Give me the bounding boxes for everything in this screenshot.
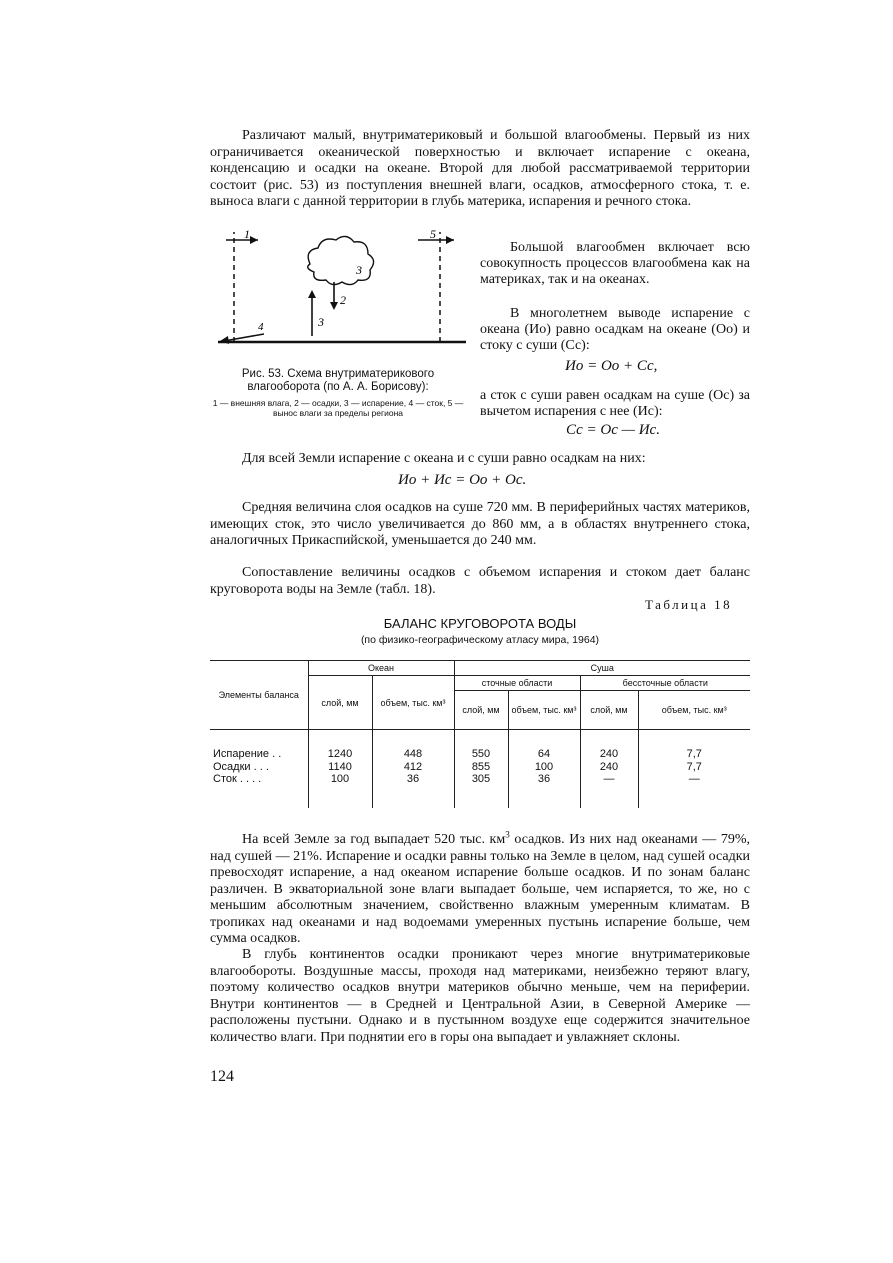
header-runoff-areas: сточные области: [454, 676, 580, 691]
table-row: Осадки . . . 1140 412 855 100 240 7,7: [210, 761, 750, 774]
paragraph-intro: Различают малый, внутриматериковый и большой влагообмены. Первый из них ограничивается океанической поверхностью и включает испарение с океана, конденсацию и осадки на океане. Второй для любой рассматриваемой территории состоит (рис. 53) из поступления внешней влаги, осадков, атмосферного стока, т. е. выноса влаги с данной территории в глубь материка, испарения и речного стока.: [210, 128, 750, 209]
header-runoff-volume: объем, тыс. км³: [508, 691, 580, 730]
paragraph-land-runoff: а сток с суши равен осадкам на суше (Ос) за вычетом испарения с нее (Ис):: [480, 388, 750, 419]
header-ocean: Океан: [308, 661, 454, 676]
paragraph-ocean-evaporation: В многолетнем выводе испарение с океана (Ио) равно осадкам на океане (Оо) и стоку с суши (Сс):: [480, 306, 750, 353]
figure-label-5: 5: [430, 227, 436, 241]
figure-label-3b: 3: [356, 263, 362, 277]
table-row: Испарение . . 1240 448 550 64 240 7,7: [210, 748, 750, 761]
table-row: Сток . . . . 100 36 305 36 — —: [210, 773, 750, 786]
formula-runoff: Сс = Ос — Ис.: [566, 422, 660, 438]
figure-caption: Рис. 53. Схема внутриматерикового влагооборота (по А. А. Борисову):: [241, 368, 435, 393]
water-balance-table: [210, 660, 750, 808]
figure-label-1: 1: [244, 227, 250, 241]
figure-53-diagram: [218, 224, 470, 354]
header-ocean-volume: объем, тыс. км³: [372, 676, 454, 730]
table-subtitle: (по физико-географическому атласу мира, 1964): [360, 634, 600, 646]
figure-label-3: 3: [318, 315, 324, 329]
figure-label-2: 2: [340, 293, 346, 307]
figure-label-4: 4: [258, 321, 264, 333]
formula-ocean: Ио = Оо + Сс,: [565, 358, 658, 374]
header-closed-layer: слой, мм: [580, 691, 638, 730]
header-runoff-layer: слой, мм: [454, 691, 508, 730]
paragraph-annual-precipitation: На всей Земле за год выпадает 520 тыс. $км^3$ осадков. Из них над океанами — 79%, над сушей — 21%. Испарение и осадки равны только на Земле в целом, над сушей осадки превосходят испарение, а над океаном испарение больше осадков. И по зонам баланс различен. В экваториальной зоне влаги выпадает больше, чем испаряется, то же, но с меньшим абсолютным значением, свойственно влажным умеренным климатам. В тропиках над океанами и над водоемами умеренных пустынь испарение больше, чем сумма осадков.: [210, 829, 750, 946]
header-closed-areas: бессточные области: [580, 676, 750, 691]
formula-earth: Ио + Ис = Оо + Ос.: [398, 472, 527, 488]
paragraph-big-exchange: Большой влагообмен включает всю совокупность процессов влагообмена как на материках, так и на океанах.: [480, 240, 750, 287]
header-land: Суша: [454, 661, 750, 676]
figure-legend: 1 — внешняя влага, 2 — осадки, 3 — испарение, 4 — сток, 5 — вынос влаги за пределы региона: [212, 398, 464, 418]
table-title: БАЛАНС КРУГОВОРОТА ВОДЫ: [383, 616, 577, 631]
header-elements: Элементы баланса: [210, 661, 308, 730]
paragraph-precipitation-layer: Средняя величина слоя осадков на суше 720 мм. В периферийных частях материков, имеющих сток, это число увеличивается до 860 мм, а в областях внутреннего стока, аналогичных Прикаспийской, уменьшается до 240 мм.: [210, 500, 750, 548]
header-ocean-layer: слой, мм: [308, 676, 372, 730]
header-closed-volume: объем, тыс. км³: [638, 691, 750, 730]
paragraph-whole-earth: Для всей Земли испарение с океана и с суши равно осадкам на них:: [242, 451, 646, 466]
paragraph-continents: В глубь континентов осадки проникают через многие внутриматериковые влагообороты. Воздушные массы, проходя над материками, неизбежно теряют влагу, поэтому количество осадков внутри материков обычно меньше, чем на периферии. Внутри континентов — в Средней и Центральной Азии, в Северной Америке — расположены пустыни. Однако и в пустынном воздухе еще содержится значительное количество влаги. При поднятии его в горы она выпадает и увлажняет склоны.: [210, 947, 750, 1045]
page-number: 124: [210, 1068, 234, 1085]
paragraph-comparison: Сопоставление величины осадков с объемом испарения и стоком дает баланс круговорота воды на Земле (табл. 18).: [210, 565, 750, 597]
table-number: Таблица 18: [645, 597, 733, 612]
